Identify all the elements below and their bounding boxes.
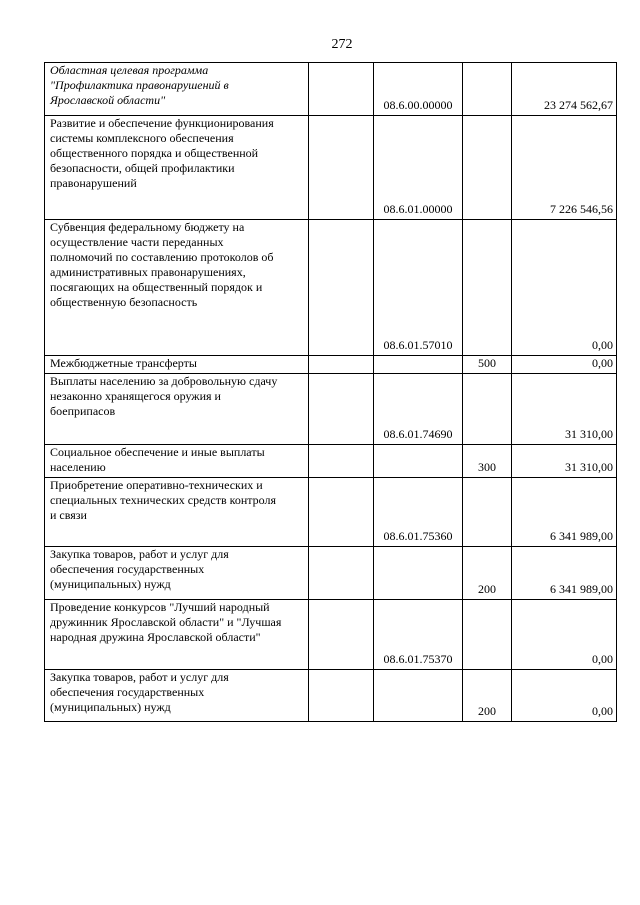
table-row bbox=[45, 670, 617, 722]
row-amount: 0,00 bbox=[512, 600, 617, 670]
table-row bbox=[45, 356, 617, 374]
row-amount: 0,00 bbox=[512, 356, 617, 374]
empty-cell bbox=[309, 356, 374, 374]
table-row bbox=[45, 478, 617, 547]
empty-cell bbox=[309, 670, 374, 722]
table-row bbox=[45, 600, 617, 670]
row-code: 08.6.01.75360 bbox=[374, 478, 463, 547]
row-description: Социальное обеспечение и иные выплаты населению bbox=[45, 445, 309, 478]
table-row bbox=[45, 445, 617, 478]
row-type: 200 bbox=[463, 670, 512, 722]
row-code bbox=[374, 670, 463, 722]
row-amount: 23 274 562,67 bbox=[512, 63, 617, 116]
row-code bbox=[374, 445, 463, 478]
empty-cell bbox=[309, 116, 374, 220]
table-row bbox=[45, 547, 617, 600]
empty-cell bbox=[309, 220, 374, 356]
row-description: Приобретение оперативно-технических и специальных технических средств контроля и связи bbox=[45, 478, 309, 547]
empty-cell bbox=[309, 374, 374, 445]
row-type bbox=[463, 63, 512, 116]
row-type: 500 bbox=[463, 356, 512, 374]
row-description: Закупка товаров, работ и услуг для обеспечения государственных (муниципальных) нужд bbox=[45, 547, 309, 600]
row-code bbox=[374, 547, 463, 600]
row-type: 300 bbox=[463, 445, 512, 478]
row-code: 08.6.01.74690 bbox=[374, 374, 463, 445]
table-row bbox=[45, 220, 617, 356]
row-type bbox=[463, 374, 512, 445]
row-description: Проведение конкурсов "Лучший народный дружинник Ярославской области" и "Лучшая народная дружина Ярославской области" bbox=[45, 600, 309, 670]
empty-cell bbox=[309, 63, 374, 116]
row-description: Межбюджетные трансферты bbox=[45, 356, 309, 374]
row-description: Выплаты населению за добровольную сдачу незаконно хранящегося оружия и боеприпасов bbox=[45, 374, 309, 445]
row-amount: 7 226 546,56 bbox=[512, 116, 617, 220]
row-code: 08.6.01.75370 bbox=[374, 600, 463, 670]
empty-cell bbox=[309, 600, 374, 670]
table-row bbox=[45, 374, 617, 445]
row-code: 08.6.01.00000 bbox=[374, 116, 463, 220]
row-description: Субвенция федеральному бюджету на осуществление части переданных полномочий по составлению протоколов об административных правонарушениях, посягающих на общественный порядок и общественную безопасность bbox=[45, 220, 309, 356]
row-type bbox=[463, 220, 512, 356]
row-code: 08.6.01.57010 bbox=[374, 220, 463, 356]
row-type bbox=[463, 116, 512, 220]
row-amount: 6 341 989,00 bbox=[512, 478, 617, 547]
row-code: 08.6.00.00000 bbox=[374, 63, 463, 116]
table-row bbox=[45, 116, 617, 220]
row-code bbox=[374, 356, 463, 374]
row-type: 200 bbox=[463, 547, 512, 600]
row-amount: 0,00 bbox=[512, 670, 617, 722]
empty-cell bbox=[309, 547, 374, 600]
empty-cell bbox=[309, 445, 374, 478]
budget-table bbox=[44, 62, 617, 722]
row-amount: 6 341 989,00 bbox=[512, 547, 617, 600]
empty-cell bbox=[309, 478, 374, 547]
row-description: Областная целевая программа "Профилактика правонарушений в Ярославской области" bbox=[45, 63, 309, 116]
row-description: Закупка товаров, работ и услуг для обеспечения государственных (муниципальных) нужд bbox=[45, 670, 309, 722]
row-amount: 31 310,00 bbox=[512, 445, 617, 478]
row-amount: 0,00 bbox=[512, 220, 617, 356]
row-description: Развитие и обеспечение функционирования системы комплексного обеспечения общественного порядка и общественной безопасности, общей профилактики правонарушений bbox=[45, 116, 309, 220]
row-type bbox=[463, 478, 512, 547]
page-number: 272 bbox=[331, 37, 353, 52]
table-row bbox=[45, 63, 617, 116]
row-type bbox=[463, 600, 512, 670]
row-amount: 31 310,00 bbox=[512, 374, 617, 445]
